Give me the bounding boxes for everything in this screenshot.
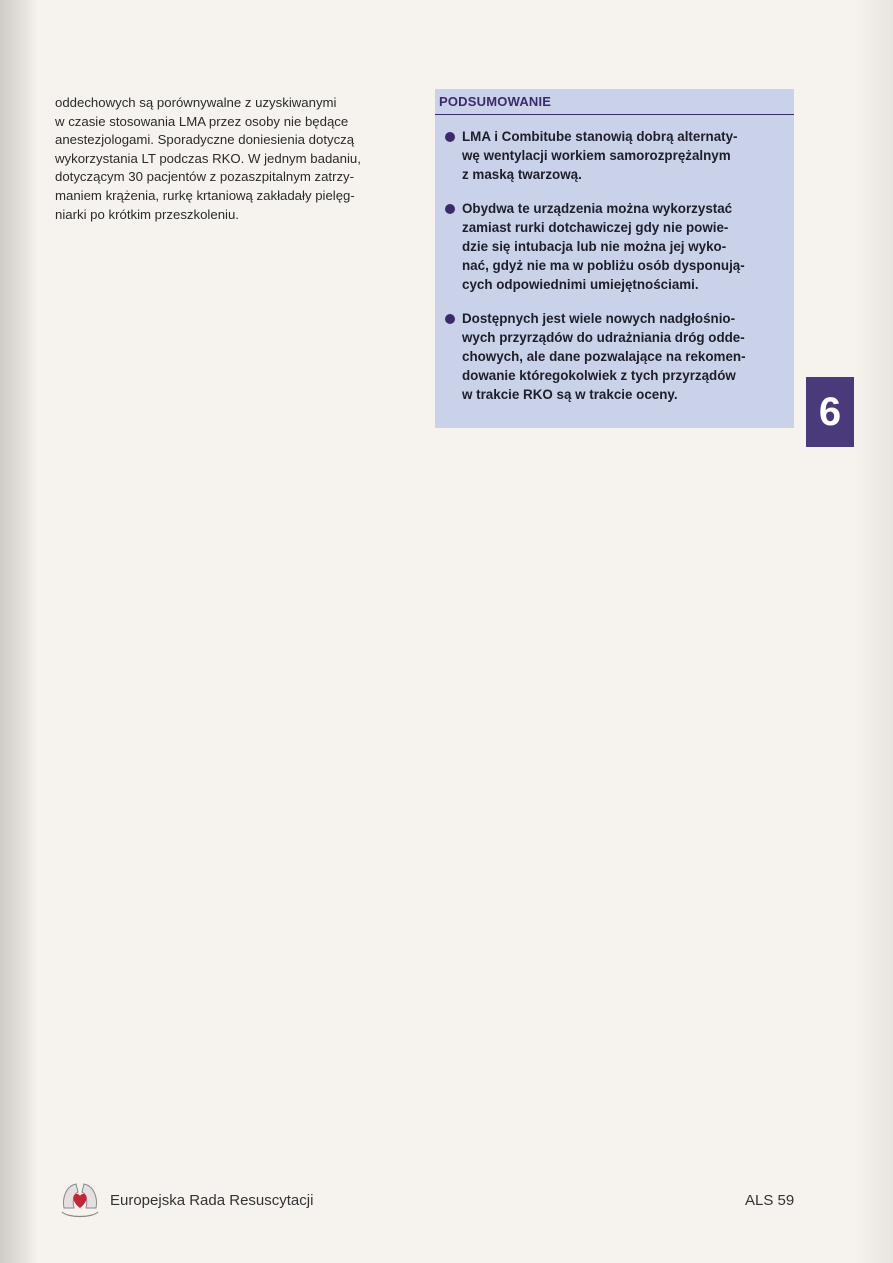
scan-shadow-right (853, 0, 893, 1263)
summary-box (435, 89, 794, 428)
body-text-line: dotyczącym 30 pacjentów z pozaszpitalnym zatrzy- (55, 169, 355, 185)
summary-header (435, 89, 794, 115)
bullet-dot-icon (445, 132, 455, 142)
body-text-column (55, 94, 407, 224)
summary-item (435, 309, 794, 405)
bullet-dot-icon (445, 314, 455, 324)
scan-shadow (0, 0, 38, 1263)
footer-organization: Europejska Rada Resuscytacji (110, 1192, 314, 1209)
page-number: ALS 59 (745, 1192, 795, 1209)
summary-item-text: Obydwa te urządzenia można wykorzystać zamiast rurki dotchawiczej gdy nie powie- dzie się intubacja lub nie można jej wyko- nać, gdyż nie ma w pobliżu osób dysponują- cych odpowiednimi umiejętnościami. (462, 200, 745, 293)
summary-item (435, 199, 794, 295)
body-text-line: maniem krążenia, rurkę krtaniową zakładały pielęg- (55, 187, 355, 203)
summary-item-text: LMA i Combitube stanowią dobrą alternaty- wę wentylacji workiem samorozprężalnym z maską twarzową. (462, 129, 738, 183)
bullet-dot-icon (445, 204, 455, 214)
body-text-line: anestezjologami. Sporadyczne doniesienia dotyczą (55, 132, 355, 148)
body-text-line: oddechowych są porównywalne z uzyskiwanymi (55, 95, 337, 110)
body-text-line: niarki po krótkim przeszkoleniu. (55, 206, 239, 222)
summary-title: PODSUMOWANIE (439, 94, 552, 109)
summary-list (435, 127, 794, 419)
heart-lungs-logo-icon (58, 1178, 102, 1222)
summary-item (435, 127, 794, 185)
body-text-line: w czasie stosowania LMA przez osoby nie będące (55, 113, 349, 129)
summary-item-text: Dostępnych jest wiele nowych nadgłośnio- wych przyrządów do udrażniania dróg odde- chowych, ale dane pozwalające na rekomen- dowanie któregokolwiek z tych przyrządów w trakcie RKO są w trakcie oceny. (462, 310, 746, 403)
chapter-tab: 6 (806, 377, 854, 447)
body-text-line: wykorzystania LT podczas RKO. W jednym badaniu, (55, 150, 361, 166)
